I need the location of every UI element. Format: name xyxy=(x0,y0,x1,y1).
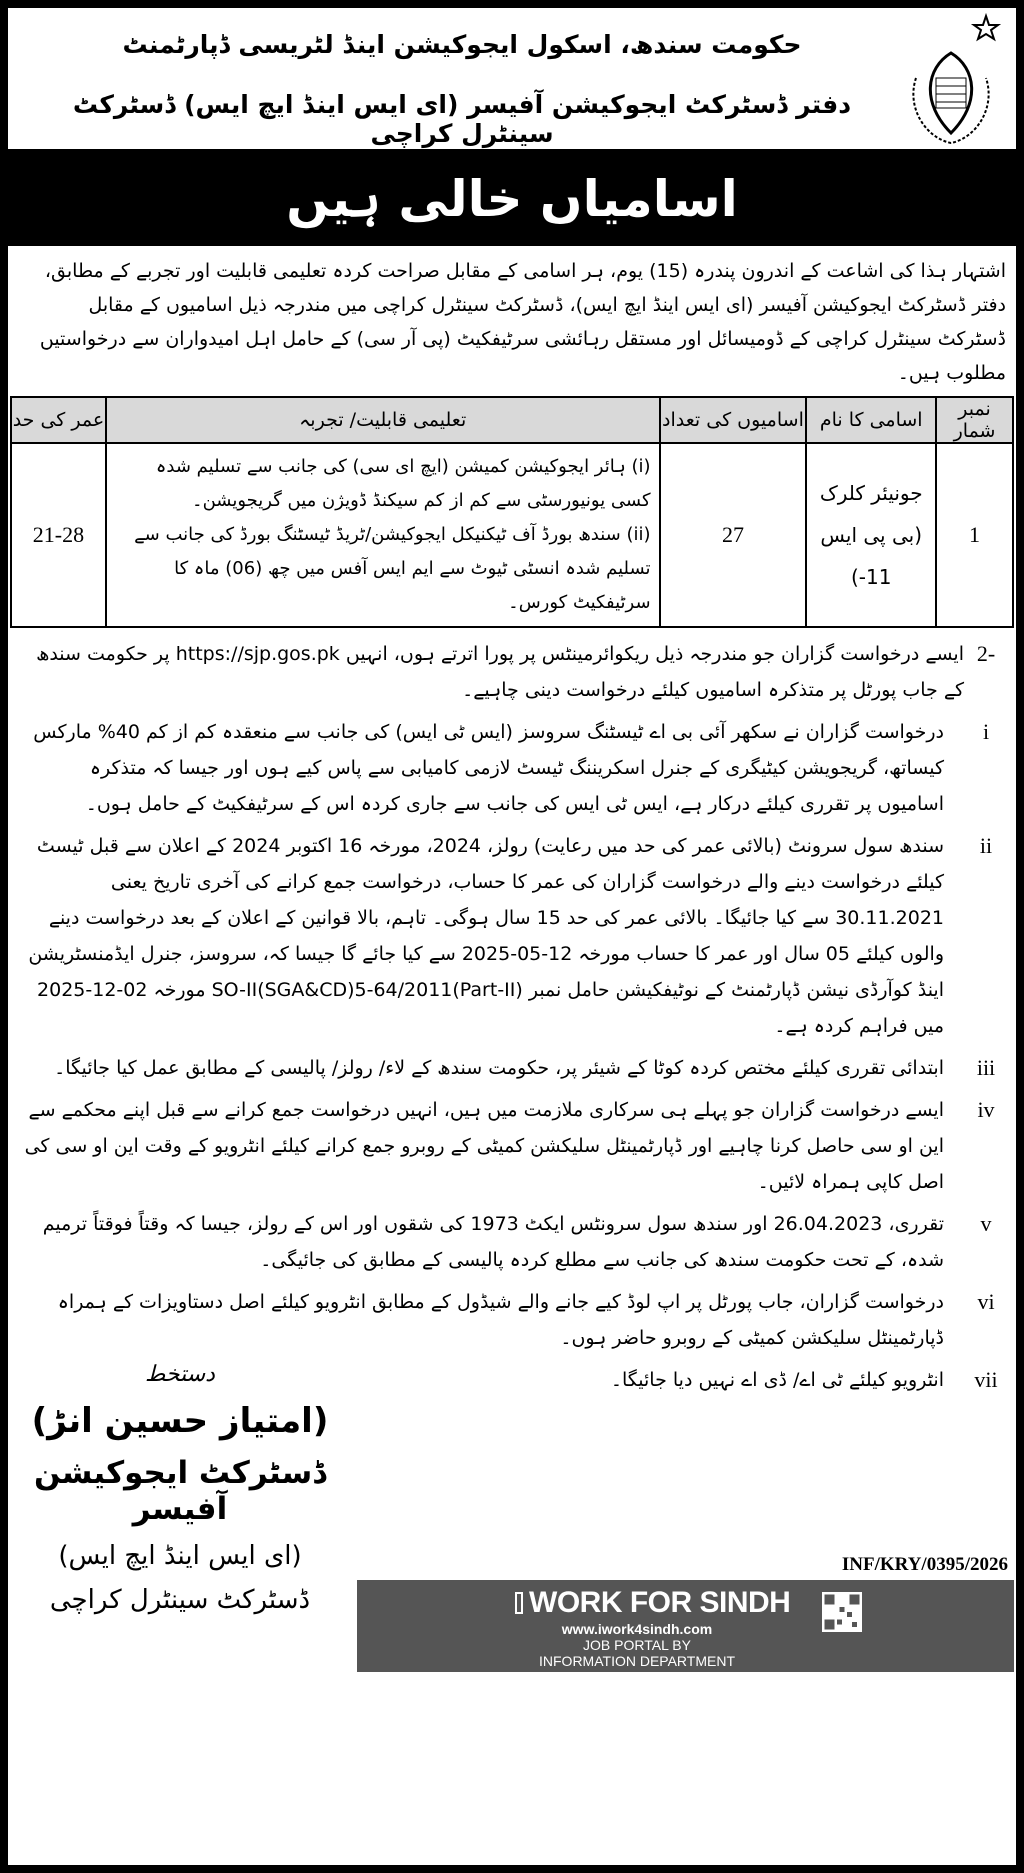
cell-serial: 1 xyxy=(936,443,1013,627)
list-item-ii xyxy=(10,828,1014,1044)
section-2-number: 2- xyxy=(976,641,996,666)
header-line-2: دفتر ڈسٹرکٹ ایجوکیشن آفیسر (ای ایس اینڈ ایچ ایس) ڈسٹرکٹ سینٹرل کراچی xyxy=(72,90,852,148)
item-text: تقرری، 26.04.2023 اور سندھ سول سرونٹس ایکٹ 1973 کی شقوں اور اس کے رولز، جیسا کہ وقتاً فوقتاً ترمیم شدہ، کے تحت حکومت سندھ کی جانب سے مطلع کردہ پالیسی کے مطابق کی جائیگی۔ xyxy=(42,1213,944,1271)
reference-number: INF/KRY/0395/2026 xyxy=(841,1554,1008,1575)
list-item-iv xyxy=(10,1092,1014,1200)
item-number: vi xyxy=(977,1289,995,1314)
right-column xyxy=(350,1362,1014,1672)
vacancy-table xyxy=(10,396,1014,628)
header-line-1: حکومت سندھ، اسکول ایجوکیشن اینڈ لٹریسی ڈپارٹمنٹ xyxy=(122,30,802,59)
item-text: درخواست گزاران، جاب پورٹل پر اپ لوڈ کیے جانے والے شیڈول کے مطابق انٹرویو کیلئے اصل دستاویزات کے ہمراہ ڈپارٹمینٹل سلیکشن کمیٹی کے روبرو حاضر ہوں۔ xyxy=(57,1291,944,1349)
header xyxy=(8,8,1016,153)
post-bps-grade: 11-) xyxy=(850,565,892,589)
item-number: ii xyxy=(979,833,993,858)
qualification-1: (i) ہائر ایجوکیشن کمیشن (ایچ ای سی) کی جانب سے تسلیم شدہ کسی یونیورسٹی سے کم از کم سیکنڈ ڈویژن میں گریجویشن۔ xyxy=(155,456,651,511)
cell-post xyxy=(806,443,936,627)
item-text: سندھ سول سرونٹ (بالائی عمر کی حد میں رعایت) رولز، 2024، مورخہ 16 اکتوبر 2024 کے اعلان سے قبل ٹیسٹ کیلئے درخواست دینے والے درخواست گزاران کی عمر کا حساب، درخواست جمع کرانے کی آخری تاریخ یعنی 30.11.2021 سے کیا جائیگا۔ بالائی عمر کی حد 15 سال ہوگی۔ تاہم، بالا قوانین کے اعلان کے بعد درخواست دینے والوں کیلئے 05 سال اور عمر کا حساب مورخہ 12-05-2025 سے کیا جائے گا جیسا کہ، سروسز، جنرل ایڈمنسٹریشن اینڈ کوآرڈی نیشن ڈپارٹمنٹ کے نوٹیفکیشن حامل نمبر SO-II(SGA&CD)5-64/2011(Part-II) مورخہ 02-12-2025 میں فراہم کردہ ہے۔ xyxy=(28,835,944,1037)
item-number: iii xyxy=(976,1055,996,1080)
header-post: اسامی کا نام xyxy=(806,397,936,443)
section-2-text: ایسے درخواست گزاران جو مندرجہ ذیل ریکوائرمینٹس پر پورا اترتے ہوں، انہیں https://sjp.gos.pk پر حکومت سندھ کے جاب پورٹل پر متذکرہ اسامیوں کیلئے درخواست دینی چاہیے۔ xyxy=(36,643,964,701)
bottom-section xyxy=(10,1362,1014,1672)
item-number: vii xyxy=(974,1367,998,1392)
i-logo-icon xyxy=(515,1592,523,1614)
banner-line-1: JOB PORTAL BY xyxy=(583,1637,691,1653)
signatory-district: ڈسٹرکٹ سینٹرل کراچی xyxy=(49,1585,311,1615)
qr-code-icon xyxy=(822,1592,862,1632)
signature-mark: دستخط xyxy=(145,1362,215,1387)
qualification-2: (ii) سندھ بورڈ آف ٹیکنیکل ایجوکیشن/ٹریڈ ٹیسٹنگ بورڈ کی جانب سے تسلیم شدہ انسٹی ٹیوٹ سے ایم ایس آفس میں چھ (06) ماہ کا سرٹیفکیٹ کورس۔ xyxy=(134,524,651,613)
header-serial: نمبر شمار xyxy=(936,397,1013,443)
header-qualification: تعلیمی قابلیت/ تجربہ xyxy=(106,397,660,443)
list-item-i xyxy=(10,714,1014,822)
banner-line-2: INFORMATION DEPARTMENT xyxy=(539,1653,735,1669)
signatory-title: ڈسٹرکٹ ایجوکیشن آفیسر xyxy=(33,1455,327,1527)
item-number: i xyxy=(982,719,990,744)
item-number: v xyxy=(980,1211,992,1236)
signature-block xyxy=(10,1362,350,1629)
iwork4sindh-banner xyxy=(357,1580,1014,1672)
item-text: درخواست گزاران نے سکھر آئی بی اے ٹیسٹنگ سروسز (ایس ٹی ایس) کی جانب سے منعقدہ کم از کم 40% مارکس کیساتھ، گریجویشن کیٹیگری کے جنرل اسکریننگ ٹیسٹ لازمی کامیابی سے پاس کیے ہوں اور جیسا کہ متذکرہ اسامیوں پر تقرری کیلئے درکار ہے، ایس ٹی ایس کی جانب سے جاری کردہ اس کے سرٹیفکیٹ کے حامل ہوں۔ xyxy=(33,721,944,815)
list-item-vii xyxy=(350,1362,1014,1398)
section-2 xyxy=(10,636,1014,708)
item-text: ابتدائی تقرری کیلئے مختص کردہ کوٹا کے شیئر پر، حکومت سندھ کے لاء/ رولز/ پالیسی کے مطابق عمل کیا جائیگا۔ xyxy=(54,1057,944,1079)
header-age: عمر کی حد xyxy=(11,397,106,443)
table-header-row xyxy=(11,397,1013,443)
cell-qualification xyxy=(106,443,660,627)
sindh-emblem-icon xyxy=(886,8,1016,148)
cell-count: 27 xyxy=(660,443,807,627)
page-title: اسامیاں خالی ہیں xyxy=(8,153,1016,246)
ad-body xyxy=(8,246,1016,1682)
table-row xyxy=(11,443,1013,627)
post-bps: (بی پی ایس xyxy=(820,523,923,547)
item-text: ایسے درخواست گزاران جو پہلے ہی سرکاری ملازمت میں ہیں، انہیں درخواست جمع کرانے سے قبل اپنے محکمے سے این او سی حاصل کرنا چاہیے اور ڈپارٹمینٹل سلیکشن کمیٹی کے روبرو جمع کرانے کیلئے انٹرویو کے وقت این او سی کی اصل کاپی ہمراہ لائیں۔ xyxy=(24,1099,944,1193)
list-item-vi xyxy=(10,1284,1014,1356)
signatory-dept: (ای ایس اینڈ ایچ ایس) xyxy=(58,1541,302,1571)
cell-age: 21-28 xyxy=(11,443,106,627)
post-name: جونیئر کلرک xyxy=(819,481,923,505)
intro-paragraph: اشتہار ہذا کی اشاعت کے اندرون پندرہ (15) یوم، ہر اسامی کے مقابل صراحت کردہ تعلیمی قابلیت اور تجربے کے مطابق، دفتر ڈسٹرکٹ ایجوکیشن آفیسر (ای ایس اینڈ ایچ ایس)، ڈسٹرکٹ سینٹرل کراچی میں مندرجہ ذیل اسامیوں کے مقابل ڈسٹرکٹ سینٹرل کراچی کے ڈومیسائل اور مستقل رہائشی سرٹیفکیٹ (پی آر سی) کے حامل اہل امیدواران سے درخواستیں مطلوب ہیں۔ xyxy=(39,260,1006,384)
banner-url[interactable]: www.iwork4sindh.com xyxy=(561,1621,713,1637)
header-count: اسامیوں کی تعداد xyxy=(660,397,807,443)
banner-brand: WORK FOR SINDH xyxy=(529,1586,791,1619)
list-item-v xyxy=(10,1206,1014,1278)
signatory-name: (امتیاز حسین انڑ) xyxy=(31,1401,329,1441)
list-item-iii xyxy=(10,1050,1014,1086)
item-number: iv xyxy=(977,1097,995,1122)
item-text: انٹرویو کیلئے ٹی اے/ ڈی اے نہیں دیا جائیگا۔ xyxy=(610,1369,944,1391)
